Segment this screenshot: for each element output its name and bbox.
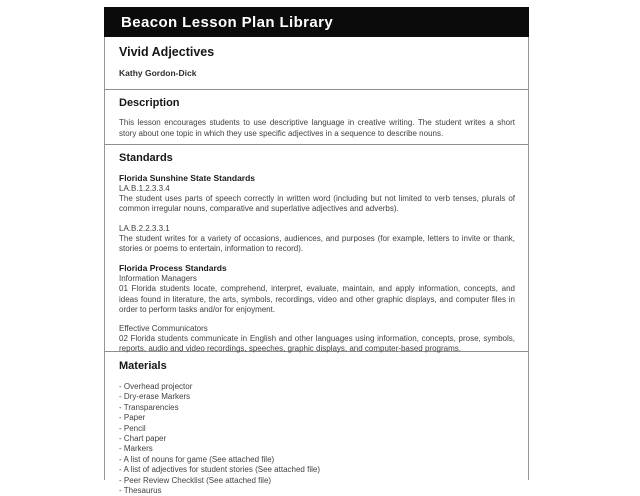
- description-heading: Description: [119, 97, 180, 109]
- standard-text: 02 Florida students communicate in English and other languages using information, concepts, prose, symbols, reports, audio and video recordings, speeches, graphic displays, and computer-based programs.: [119, 334, 515, 354]
- site-title: Beacon Lesson Plan Library: [121, 13, 334, 31]
- materials-item: - Chart paper: [119, 434, 167, 444]
- standard-text: 01 Florida students locate, comprehend, interpret, evaluate, maintain, and apply information, concepts, and ideas found in literature, the arts, symbols, recordings, video and other graphic displays, and computer files in order to perform tasks and/or for enjoyment.: [119, 284, 515, 314]
- standards-section: [105, 145, 528, 352]
- materials-item: - Markers: [119, 444, 153, 454]
- materials-item: - A list of nouns for game (See attached file): [119, 454, 275, 464]
- description-body: This lesson encourages students to use descriptive language in creative writing. The student writes a short story about one topic in which they use specific adjectives in a sequence to describe nouns.: [119, 118, 515, 138]
- standards-group-title: Florida Process Standards: [119, 263, 227, 274]
- lesson-plan-page: [104, 7, 529, 496]
- standards-group-process: [119, 263, 515, 354]
- materials-item: - Pencil: [119, 423, 146, 433]
- description-section: [105, 90, 528, 145]
- materials-item: - Thesaurus: [119, 486, 162, 496]
- lesson-title: Vivid Adjectives: [119, 45, 215, 59]
- standard-text: The student writes for a variety of occasions, audiences, and purposes (for example, letters to invite or thank, stories or poems to entertain, information to record).: [119, 233, 515, 254]
- standards-group-title: Florida Sunshine State Standards: [119, 173, 256, 183]
- standards-heading: Standards: [119, 152, 173, 164]
- materials-item: - Paper: [119, 413, 146, 423]
- lesson-title-section: [105, 37, 528, 90]
- standard-item: [119, 224, 515, 255]
- materials-list: [119, 382, 515, 496]
- materials-item: - Transparencies: [119, 402, 179, 412]
- standard-item: [119, 324, 515, 355]
- materials-item: - Peer Review Checklist (See attached file): [119, 475, 272, 485]
- materials-item: - Overhead projector: [119, 382, 193, 391]
- standard-code: LA.B.1.2.3.3.4: [119, 184, 170, 193]
- materials-item: - Dry-erase Markers: [119, 392, 191, 402]
- standard-text: The student uses parts of speech correctly in written word (including but not limited to verb tenses, plurals of common irregular nouns, comparative and superlative adjectives and adverbs).: [119, 194, 515, 214]
- standard-category: Effective Communicators: [119, 324, 208, 334]
- standards-group-sunshine: [119, 173, 515, 254]
- materials-section: [105, 352, 528, 496]
- materials-heading: Materials: [119, 360, 167, 372]
- standard-category: Information Managers: [119, 274, 197, 284]
- site-header: [104, 7, 529, 37]
- standard-item: [119, 184, 515, 215]
- standard-code: LA.B.2.2.3.3.1: [119, 223, 170, 233]
- lesson-author: Kathy Gordon-Dick: [119, 68, 197, 78]
- standard-item: [119, 274, 515, 315]
- materials-item: - A list of adjectives for student stories (See attached file): [119, 465, 320, 475]
